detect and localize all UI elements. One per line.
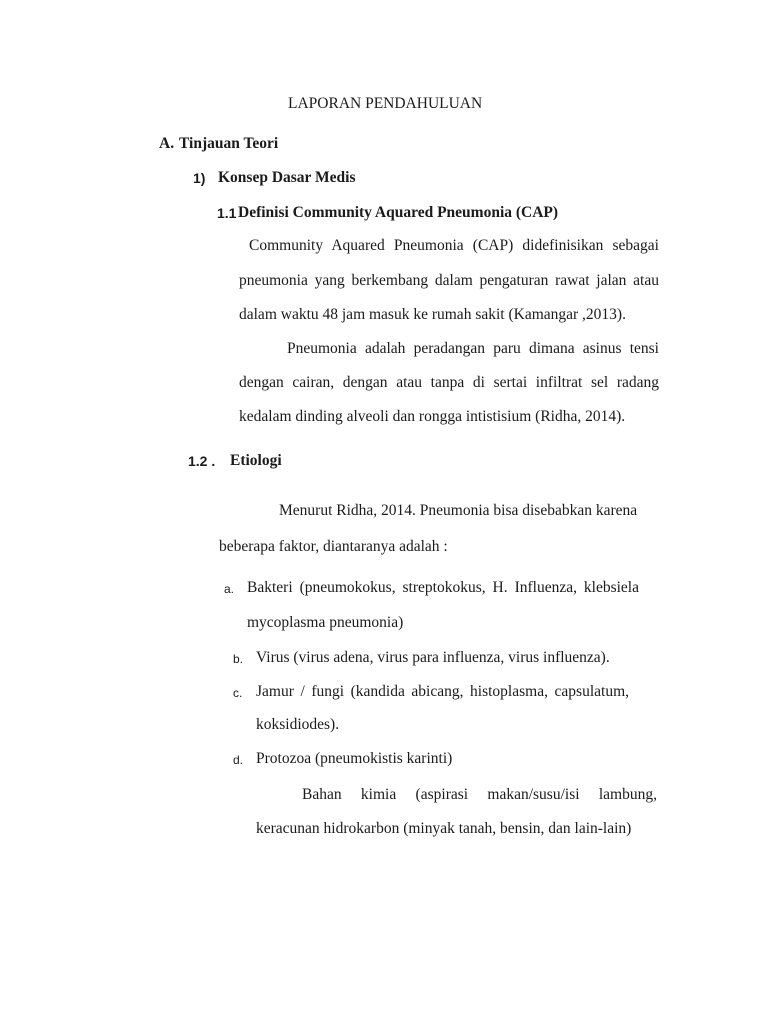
definition-title: Definisi Community Aquared Pneumonia (CAP): [238, 204, 559, 221]
concept-number: 1): [193, 170, 206, 186]
definition-paragraph-2-line: dengan cairan, dengan atau tanpa di sertai infiltrat sel radang: [239, 374, 659, 391]
page-title: LAPORAN PENDAHULUAN: [288, 95, 483, 112]
continuation-line: Bahan kimia (aspirasi makan/susu/isi lambung,: [302, 786, 657, 803]
definition-paragraph-2-line: Pneumonia adalah peradangan paru dimana asinus tensi: [287, 340, 659, 357]
list-item-marker: a.: [224, 582, 235, 596]
continuation-line: keracunan hidrokarbon (minyak tanah, bensin, dan lain-lain): [256, 820, 632, 837]
list-item-marker: b.: [233, 652, 244, 666]
concept-title: Konsep Dasar Medis: [218, 169, 356, 186]
etiology-number: 1.2 .: [188, 453, 216, 469]
etiology-intro-line: beberapa faktor, diantaranya adalah :: [219, 538, 448, 555]
etiology-title: Etiologi: [230, 452, 282, 469]
list-item-text: koksidiodes).: [256, 716, 340, 733]
definition-paragraph-1-line: Community Aquared Pneumonia (CAP) didefinisikan sebagai: [249, 237, 659, 254]
list-item-text: Bakteri (pneumokokus, streptokokus, H. Influenza, klebsiela: [247, 579, 639, 596]
section-a-title: Tinjauan Teori: [179, 135, 279, 152]
list-item-text: mycoplasma pneumonia): [247, 614, 404, 631]
definition-paragraph-2-line: kedalam dinding alveoli dan rongga intistisium (Ridha, 2014).: [239, 408, 626, 425]
definition-paragraph-1-line: pneumonia yang berkembang dalam pengaturan rawat jalan atau: [239, 272, 659, 289]
list-item-text: Jamur / fungi (kandida abicang, histoplasma, capsulatum,: [256, 683, 629, 700]
list-item-text: Protozoa (pneumokistis karinti): [256, 750, 453, 767]
section-a-marker: A.: [159, 135, 175, 152]
etiology-intro-line: Menurut Ridha, 2014. Pneumonia bisa disebabkan karena: [279, 502, 638, 519]
definition-number: 1.1: [217, 205, 237, 221]
list-item-marker: d.: [233, 753, 244, 767]
definition-paragraph-1-line: dalam waktu 48 jam masuk ke rumah sakit (Kamangar ,2013).: [239, 306, 626, 323]
list-item-text: Virus (virus adena, virus para influenza, virus influenza).: [256, 649, 610, 666]
list-item-marker: c.: [233, 686, 243, 700]
